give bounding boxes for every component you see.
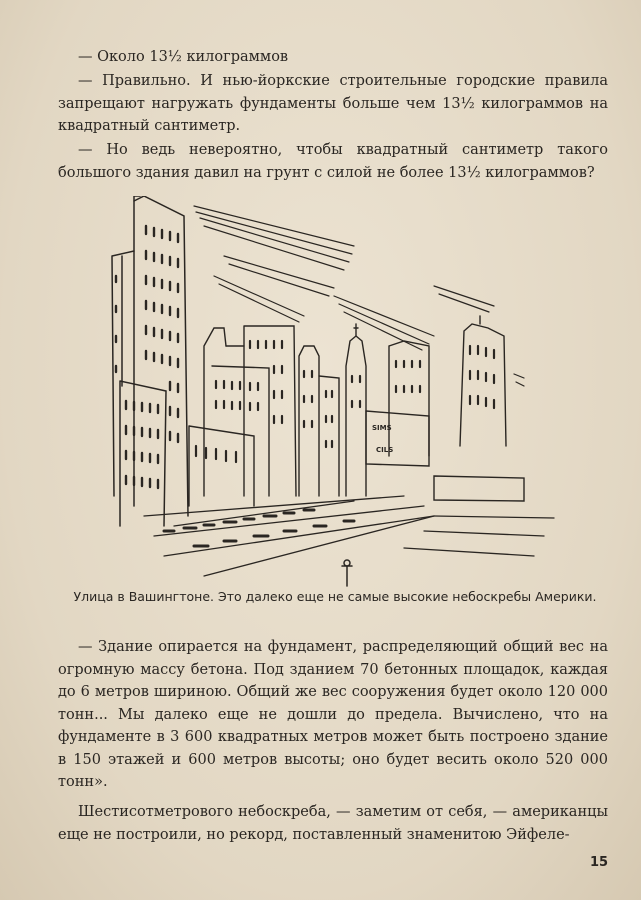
- paragraph-3: — Но ведь невероятно, чтобы квадратный сантиметр такого большого здания давил на грунт с силой не более 13½ килограммов?: [58, 142, 608, 181]
- left-tower-windows: [116, 226, 178, 488]
- street-crowd: [164, 510, 354, 546]
- central-windows: [196, 341, 494, 462]
- left-tower: [112, 196, 188, 526]
- street: [144, 496, 554, 576]
- illustration-caption: Улица в Вашингтоне. Это далеко еще не самые высокие небоскребы Америки.: [73, 589, 597, 604]
- sign-text-bottom: CILS: [376, 446, 394, 454]
- lamp-post: [342, 560, 352, 586]
- page-number: 15: [590, 855, 609, 870]
- paragraph-2: — Правильно. И нью-йоркские строительные городские правила запрещают нагружать фундаменты больше чем 13½ килограммов на квадратный сантиметр.: [58, 73, 608, 134]
- paragraph-5: Шестисотметрового небоскреба, — заметим от себя, — американцы еще не построили, но рекорд, поставленный знаменитою Эйфеле-: [58, 804, 608, 843]
- sign-text-top: SIMS: [372, 424, 392, 432]
- central-buildings: [189, 316, 524, 506]
- paragraph-1: — Около 13½ килограммов: [78, 49, 289, 65]
- city-street-illustration: [104, 196, 560, 588]
- paragraph-4: — Здание опирается на фундамент, распределяющий общий вес на огромную массу бетона. Под зданием 70 бетонных площадок, каждая до 6 метров шириною. Общий же вес сооружения будет около 120 000 тонн... Мы далеко еще не дошли до предела. Вычислено, что на фундаменте в 3 600 квадратных метров может быть построено здание в 150 этажей и 600 метров высоты; оно будет весить около 520 000 тонн».: [58, 639, 608, 790]
